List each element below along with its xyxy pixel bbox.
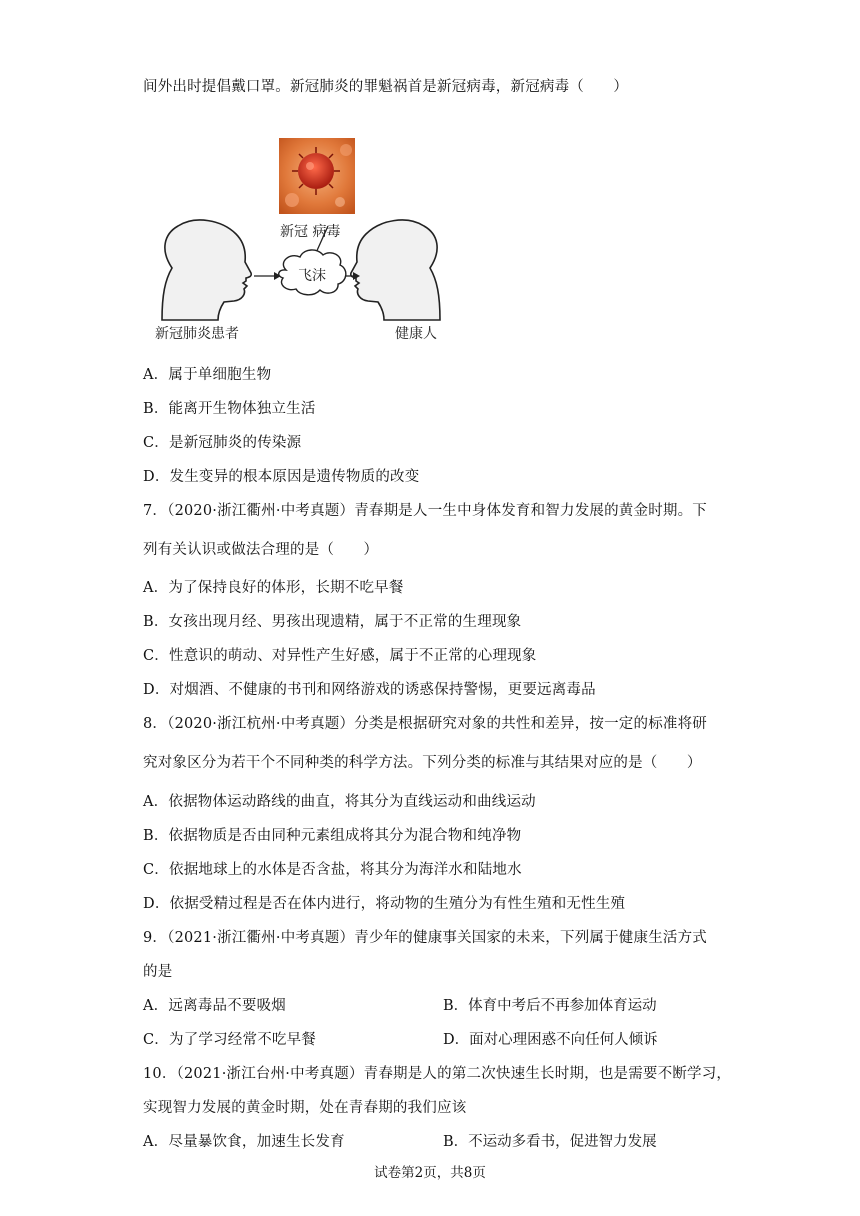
q10-option-b: B．不运动多看书，促进智力发展 bbox=[443, 1134, 657, 1150]
q6-option-b: B．能离开生物体独立生活 bbox=[143, 401, 316, 417]
q9-stem-line2: 的是 bbox=[143, 964, 173, 980]
q9-option-a: A．远离毒品不要吸烟 bbox=[143, 998, 286, 1014]
q7-stem-line2: 列有关认识或做法合理的是（ ） bbox=[143, 542, 379, 558]
q8-option-c: C．依据地球上的水体是否含盐，将其分为海洋水和陆地水 bbox=[143, 862, 522, 878]
q7-stem-line1: 7．（2020·浙江衢州·中考真题）青春期是人一生中身体发育和智力发展的黄金时期。下 bbox=[143, 503, 707, 519]
q9-option-b: B．体育中考后不再参加体育运动 bbox=[443, 998, 657, 1014]
q10-option-a: A．尽量暴饮食，加速生长发育 bbox=[143, 1134, 345, 1150]
q8-option-d: D．依据受精过程是否在体内进行，将动物的生殖分为有性生殖和无性生殖 bbox=[143, 896, 626, 912]
virus-label: 新冠 病毒 bbox=[280, 224, 341, 240]
q6-option-a: A．属于单细胞生物 bbox=[143, 367, 272, 383]
q7-option-a: A．为了保持良好的体形，长期不吃早餐 bbox=[143, 580, 404, 596]
q9-stem-line1: 9．（2021·浙江衢州·中考真题）青少年的健康事关国家的未来，下列属于健康生活方式 bbox=[143, 930, 707, 946]
transmission-figure bbox=[150, 130, 450, 345]
virus-image bbox=[279, 138, 355, 214]
q8-option-a: A．依据物体运动路线的曲直，将其分为直线运动和曲线运动 bbox=[143, 794, 536, 810]
q7-option-d: D．对烟酒、不健康的书刊和网络游戏的诱惑保持警惕，更要远离毒品 bbox=[143, 682, 596, 698]
healthy-label: 健康人 bbox=[395, 326, 437, 342]
patient-head-icon bbox=[162, 220, 251, 320]
q8-stem-line2: 究对象区分为若干个不同种类的科学方法。下列分类的标准与其结果对应的是（ ） bbox=[143, 755, 702, 771]
q6-option-d: D．发生变异的根本原因是遗传物质的改变 bbox=[143, 469, 420, 485]
q10-stem-line1: 10．（2021·浙江台州·中考真题）青春期是人的第二次快速生长时期，也是需要不断学习， bbox=[143, 1066, 732, 1082]
q6-option-c: C．是新冠肺炎的传染源 bbox=[143, 435, 302, 451]
droplet-label: 飞沫 bbox=[298, 268, 326, 284]
q7-option-b: B．女孩出现月经、男孩出现遗精，属于不正常的生理现象 bbox=[143, 614, 522, 630]
transmission-diagram bbox=[150, 130, 450, 345]
q9-option-c: C．为了学习经常不吃早餐 bbox=[143, 1032, 316, 1048]
q7-option-c: C．性意识的萌动、对异性产生好感，属于不正常的心理现象 bbox=[143, 648, 537, 664]
page-footer: 试卷第2页，共8页 bbox=[374, 1165, 486, 1181]
q6-stem-tail: 间外出时提倡戴口罩。新冠肺炎的罪魁祸首是新冠病毒，新冠病毒（ ） bbox=[143, 79, 629, 95]
healthy-head-icon bbox=[351, 220, 440, 320]
q9-option-d: D．面对心理困惑不向任何人倾诉 bbox=[443, 1032, 658, 1048]
q8-option-b: B．依据物质是否由同种元素组成将其分为混合物和纯净物 bbox=[143, 828, 522, 844]
q8-stem-line1: 8．（2020·浙江杭州·中考真题）分类是根据研究对象的共性和差异，按一定的标准将研 bbox=[143, 716, 707, 732]
q10-stem-line2: 实现智力发展的黄金时期，处在青春期的我们应该 bbox=[143, 1100, 467, 1116]
patient-label: 新冠肺炎患者 bbox=[155, 326, 239, 342]
